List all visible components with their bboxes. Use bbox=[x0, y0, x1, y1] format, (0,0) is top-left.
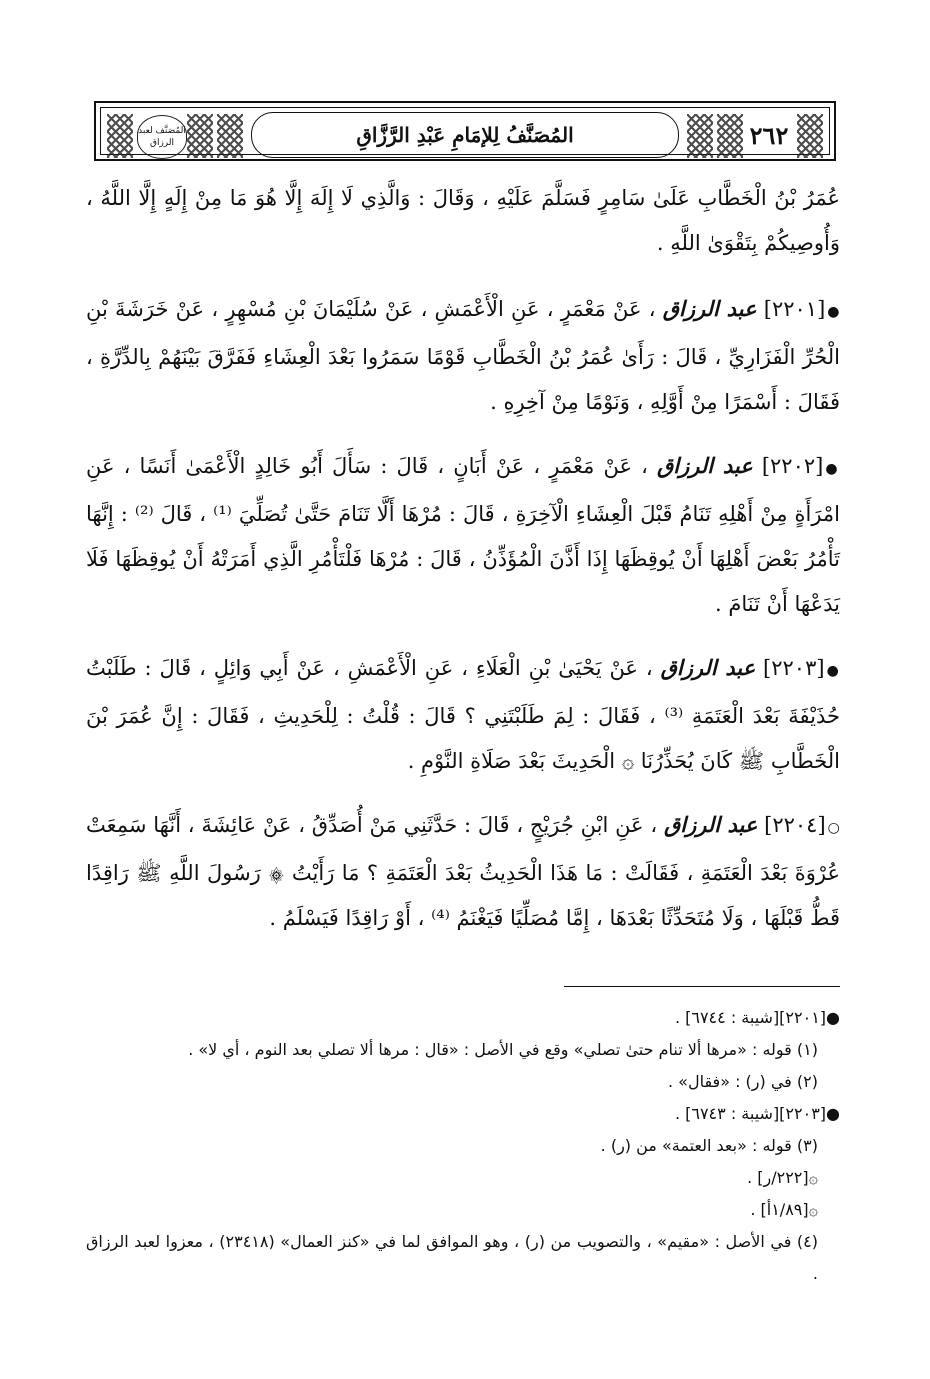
ornament-icon bbox=[717, 114, 743, 158]
footnote-ref: ●[٢٢٠١][شيبة : ٦٧٤٤] . bbox=[674, 1008, 840, 1027]
hadith-number: [٢٢٠١] bbox=[763, 297, 826, 321]
ornament-icon bbox=[187, 114, 213, 158]
hadith-number: [٢٢٠٣] bbox=[763, 656, 825, 680]
paragraph-continuation bbox=[86, 176, 840, 266]
hadith-2204 bbox=[86, 802, 840, 941]
bullet-icon: ● bbox=[826, 663, 841, 679]
narrator-name: عبد الرزاق bbox=[662, 296, 757, 321]
hadith-2202 bbox=[86, 443, 840, 627]
main-text bbox=[86, 176, 840, 959]
hadith-2201 bbox=[86, 286, 840, 425]
book-seal-logo: المُصَنَّف لعبد الرزاق bbox=[137, 115, 187, 159]
paragraph-text: ، عَنْ يَحْيَىٰ بْنِ الْعَلَاءِ ، عَنِ الْأَعْمَشِ ، عَنْ أَبِي وَائِلٍ ، قَالَ : طَلَبْتُ حُذَيْفَةَ بَعْدَ الْعَتَمَةِ ⁽³⁾ ، فَقَالَ : لِمَ طَلَبْتَنِي ؟ قَالَ : قُلْتُ : لِلْحَدِيثِ ، فَقَالَ : إِنَّ عُمَرَ بْنَ الْخَطَّابِ ﷺ كَانَ يُحَذِّرُنَا ۞ الْحَدِيثَ بَعْدَ صَلَاةِ النَّوْمِ . bbox=[86, 656, 840, 773]
bullet-icon: ● bbox=[827, 304, 841, 320]
ornament-icon bbox=[217, 114, 243, 158]
hadith-2203 bbox=[86, 645, 840, 784]
page-header bbox=[94, 101, 836, 161]
ornament-icon bbox=[107, 114, 133, 158]
ornament-icon bbox=[687, 114, 713, 158]
footnote-page-ref: ۞[١/٨٩أ] . bbox=[750, 1200, 818, 1219]
footnotes bbox=[86, 1002, 840, 1290]
circle-icon: ○ bbox=[827, 820, 840, 836]
header-inner-frame bbox=[100, 107, 830, 155]
paragraph-text: ، عَنْ مَعْمَرٍ ، عَنْ أَبَانٍ ، قَالَ : سَأَلَ أَبُو خَالِدٍ الْأَعْمَىٰ أَنَسًا ، عَنِ امْرَأَةٍ مِنْ أَهْلِهِ تَنَامُ قَبْلَ الْعِشَاءِ الْآخِرَةِ ، قَالَ : مُرْهَا أَلَّا تَنَامَ حَتَّىٰ تُصَلِّيَ ⁽¹⁾ ، قَالَ ⁽²⁾ : إِنَّهَا تَأْمُرُ بَعْضَ أَهْلِهَا أَنْ يُوقِظَهَا إِذَا أَذَّنَ الْمُؤَذِّنُ ، قَالَ : مُرْهَا فَلْتَأْمُرِ الَّذِي أَمَرَتْهُ أَنْ يُوقِظَهَا فَلَا يَدَعْهَا أَنْ تَنَامَ . bbox=[86, 454, 840, 616]
footnote-divider bbox=[564, 986, 840, 987]
running-title: المُصَنَّفُ لِلإمَامِ عَبْدِ الرَّزَّاقِ bbox=[251, 112, 679, 158]
footnote-ref: ●[٢٢٠٣][شيبة : ٦٧٤٣] . bbox=[674, 1104, 840, 1123]
footnote: (٤) في الأصل : «مقيم» ، والتصويب من (ر) ، وهو الموافق لما في «كنز العمال» (٢٣٤١٨) ، معزوا لعبد الرزاق . bbox=[86, 1232, 819, 1283]
page-number: ٢٦٢ bbox=[749, 121, 789, 150]
bullet-icon: ● bbox=[825, 461, 840, 477]
footnote: (٢) في (ر) : «فقال» . bbox=[667, 1072, 818, 1091]
footnote: (١) قوله : «مرها ألا تنام حتىٰ تصلي» وقع في الأصل : «قال : مرها ألا تصلي بعد النوم ، أي لا» . bbox=[188, 1040, 818, 1059]
ornament-icon bbox=[797, 114, 823, 158]
paragraph-text: ، عَنِ ابْنِ جُرَيْجٍ ، قَالَ : حَدَّثَنِي مَنْ أُصَدِّقُ ، عَنْ عَائِشَةَ ، أَنَّهَا سَمِعَتْ عُرْوَةَ بَعْدَ الْعَتَمَةِ ، فَقَالَتْ : مَا هَذَا الْحَدِيثُ بَعْدَ الْعَتَمَةِ ؟ مَا رَأَيْتُ ۞ رَسُولَ اللَّهِ ﷺ رَاقِدًا قَطُّ قَبْلَهَا ، وَلَا مُتَحَدِّثًا بَعْدَهَا ، إِمَّا مُصَلِّيًا فَيَغْنَمُ ⁽⁴⁾ ، أَوْ رَاقِدًا فَيَسْلَمُ . bbox=[86, 813, 840, 930]
paragraph-text: عُمَرُ بْنُ الْخَطَّابِ عَلَىٰ سَامِرٍ فَسَلَّمَ عَلَيْهِ ، وَقَالَ : وَالَّذِي لَا إِلَهَ إِلَّا هُوَ مَا مِنْ إِلَهٍ إِلَّا اللَّهُ ، وَأُوصِيكُمْ بِتَقْوَىٰ اللَّهِ . bbox=[86, 186, 840, 255]
narrator-name: عبد الرزاق bbox=[657, 453, 753, 478]
footnote: (٣) قوله : «بعد العتمة» من (ر) . bbox=[600, 1136, 818, 1155]
footnote-page-ref: ۞[٢٢٢/ر] . bbox=[747, 1168, 818, 1187]
paragraph-text: ، عَنْ مَعْمَرٍ ، عَنِ الْأَعْمَشِ ، عَنْ سُلَيْمَانَ بْنِ مُسْهِرٍ ، عَنْ خَرَشَةَ بْنِ الْحُرِّ الْفَزَارِيِّ ، قَالَ : رَأَىٰ عُمَرُ بْنُ الْخَطَّابِ قَوْمًا سَمَرُوا بَعْدَ الْعِشَاءِ فَفَرَّقَ بَيْنَهُمْ بِالدِّرَّةِ ، فَقَالَ : أَسْمَرًا مِنْ أَوَّلِهِ ، وَنَوْمًا مِنْ آخِرِهِ . bbox=[86, 297, 840, 414]
narrator-name: عبد الرزاق bbox=[660, 655, 756, 680]
hadith-number: [٢٢٠٢] bbox=[761, 454, 824, 478]
hadith-number: [٢٢٠٤] bbox=[764, 813, 826, 837]
narrator-name: عبد الرزاق bbox=[663, 812, 758, 837]
